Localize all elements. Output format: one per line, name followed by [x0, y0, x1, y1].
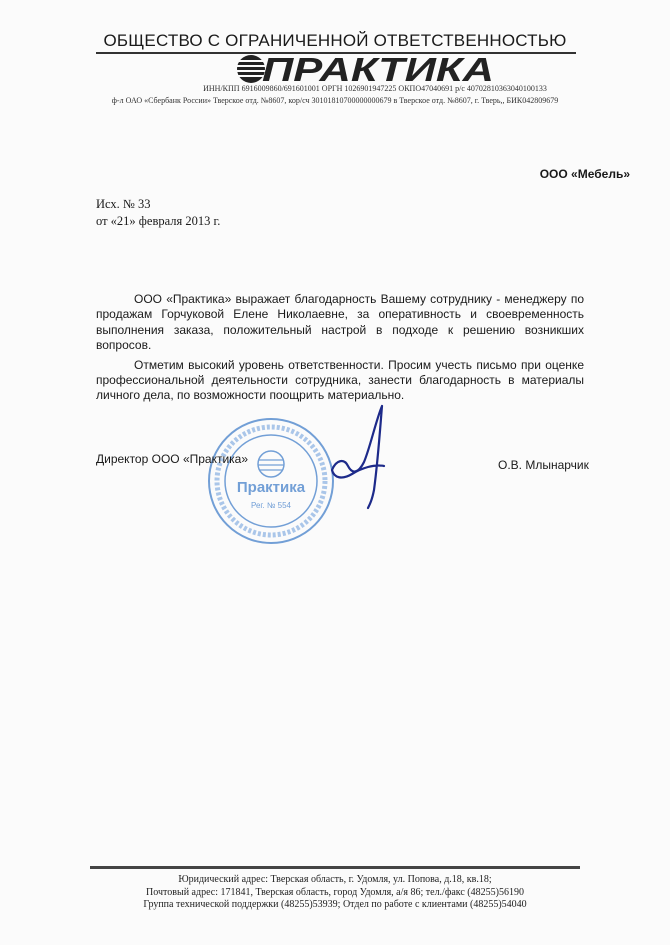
- signatory-name: О.В. Млынарчик: [498, 458, 589, 472]
- requisites-line-1: ИНН/КПП 6916009860/691601001 ОРГН 1026901947225 ОКПО47040691 р/с 40702810363040100133: [203, 84, 547, 93]
- handwritten-signature: [322, 400, 402, 510]
- stamp-reg-text: Рег. № 554: [251, 501, 291, 510]
- stamp-globe-icon: [258, 451, 284, 477]
- company-logo: [236, 54, 498, 84]
- logo-wordmark: ПРАКТИКА: [262, 54, 494, 84]
- outgoing-number: Исх. № 33: [96, 197, 151, 211]
- requisites-line-2: ф-л ОАО «Сбербанк России» Тверское отд. №8607, кор/сч 30101810700000000679 в Тверское отд. №8607, г. Тверь,, БИК042809679: [111, 96, 559, 105]
- body-paragraph-2: Отметим высокий уровень ответственности. Просим учесть письмо при оценке профессиональной деятельности сотрудника, занести благодарность в материалы личного дела, по возможности поощрить материально.: [96, 357, 584, 403]
- outgoing-date: от «21» февраля 2013 г.: [96, 214, 221, 228]
- footer-postal-address: Почтовый адрес: 171841, Тверская область, город Удомля, а/я 86; тел./факс (48255)56190: [146, 886, 524, 898]
- stamp-center-text: Практика: [236, 479, 306, 496]
- footer-rule: [90, 866, 580, 869]
- org-name: ОБЩЕСТВО С ОГРАНИЧЕННОЙ ОТВЕТСТВЕННОСТЬЮ: [103, 31, 567, 50]
- addressee: ООО «Мебель»: [539, 167, 630, 181]
- letter-body: [96, 292, 584, 408]
- body-paragraph-1: ООО «Практика» выражает благодарность Вашему сотруднику - менеджеру по продажам Горчуковой Елене Николаевне, за оперативность и своевременность выполнения заказа, положительный настрой в подходе к решению возникших вопросов.: [96, 292, 584, 353]
- footer: [0, 874, 670, 912]
- outgoing-info: [96, 196, 220, 230]
- footer-legal-address: Юридический адрес: Тверская область, г. Удомля, ул. Попова, д.18, кв.18;: [178, 874, 492, 885]
- signatory-title: Директор ООО «Практика»: [96, 452, 249, 466]
- company-stamp: [206, 416, 336, 546]
- footer-contacts: Группа технической поддержки (48255)53939; Отдел по работе с клиентами (48255)54040: [143, 899, 527, 910]
